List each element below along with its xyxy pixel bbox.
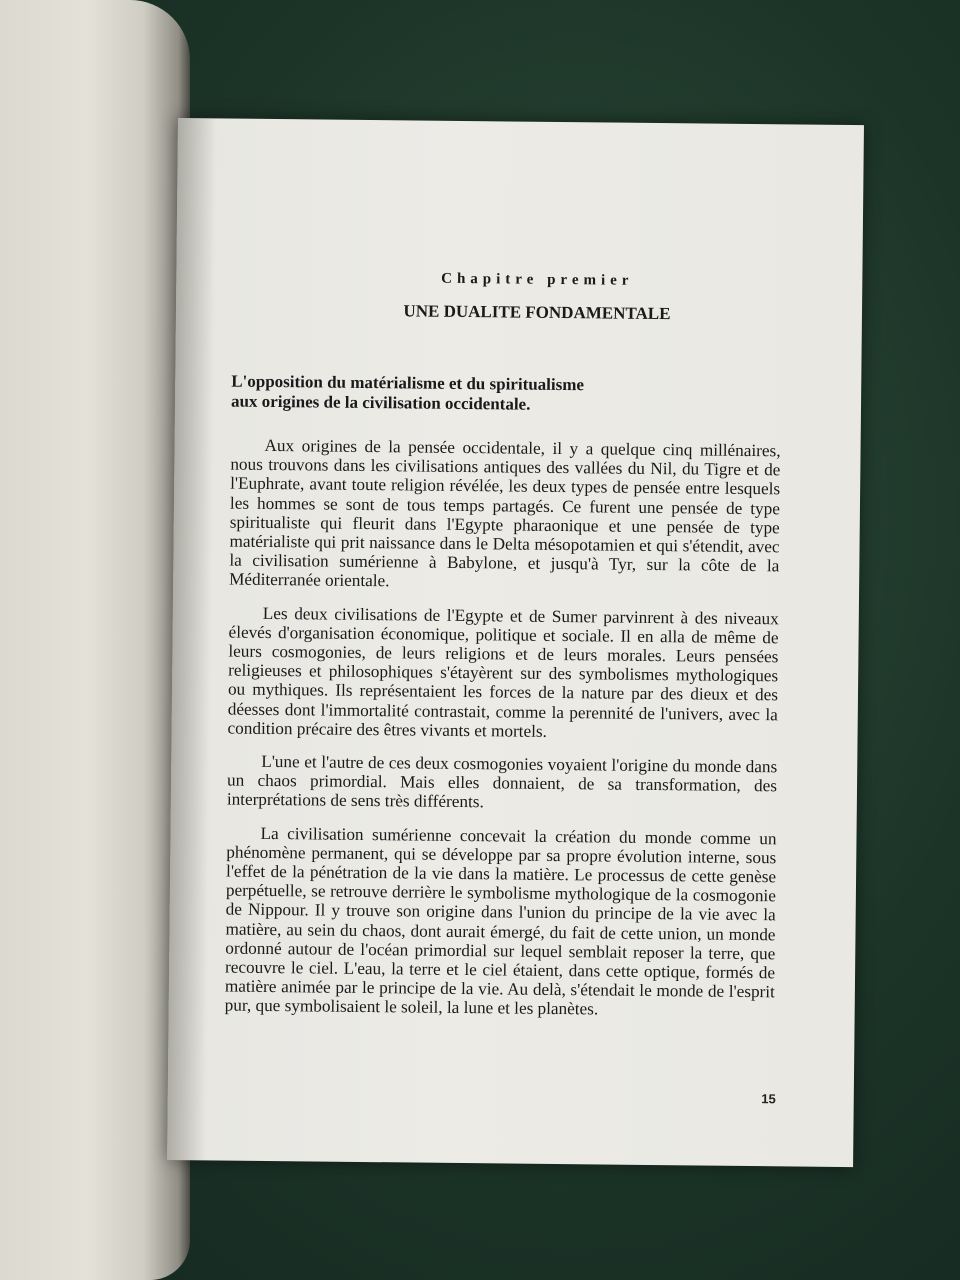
section-heading-line-2: aux origines de la civilisation occidentale. <box>230 391 531 414</box>
paragraph-4: La civilisation sumérienne concevait la création du monde comme un phénomène permanent, qui se développe par sa propre évolution interne, sous l'effet de la pénétration de la vie dans la matière. Le processus de cette genèse perpétuelle, se retrouve derrière le symbolisme mythologique de la cosmogonie de Nippour. Il y trouve son origine dans l'union du principe de la vie avec la matière, au sein du chaos, dont aurait émergé, du fait de cette union, un monde ordonné autour de l'océan primordial sur lequel semblait reposer la terre, que recouvre le ciel. L'eau, la terre et le ciel étaient, dans cette optique, formés de matière animée par le principe de la vie. Au delà, s'étendait le monde de l'esprit pur, que symbolisaient le soleil, la lune et les planètes. <box>224 823 777 1019</box>
paragraph-2: Les deux civilisations de l'Egypte et de Sumer parvinrent à des niveaux élevés d'organisation économique, politique et sociale. Il en alla de même de leurs cosmogonies, de leurs religions et de leurs morales. Leurs pensées religieuses et philosophiques s'étayèrent sur des symbolismes mythologiques ou mythiques. Ils représentaient les forces de la nature par des dieux et des déesses dont l'immortalité contrastait, comme la perennité de l'univers, avec la condition précaire des êtres vivants et mortels. <box>227 603 779 741</box>
page-number: 15 <box>761 1091 776 1107</box>
left-page-edge <box>0 0 190 1280</box>
chapter-title: UNE DUALITE FONDAMENTALE <box>403 301 671 324</box>
book-page <box>167 118 864 1167</box>
page-content <box>224 269 782 1035</box>
paragraph-1: Aux origines de la pensée occidentale, il y a quelque cinq millénaires, nous trouvons dans les civilisations antiques des vallées du Nil, du Tigre et de l'Euphrate, avant toute religion révélée, les deux types de pensée entre lesquels les hommes se sont de tous temps partagés. Ce furent une pensée de type spiritualiste qui fleurit dans l'Egypte pharaonique et une pensée de type matérialiste qui prit naissance dans le Delta mésopotamien et qui s'étendit, avec la civilisation sumérienne à Babylone, et jusqu'à Tyr, sur la côte de la Méditerranée orientale. <box>229 435 781 591</box>
section-heading-line-1: L'opposition du matérialisme et du spiritualisme <box>231 371 585 395</box>
paragraph-3: L'une et l'autre de ces deux cosmogonies voyaient l'origine du monde dans un chaos primordial. Mais elles donnaient, de sa transformation, des interprétations de sens très différents. <box>226 751 778 812</box>
section-heading <box>231 372 781 418</box>
chapter-label: Chapitre premier <box>441 270 634 289</box>
